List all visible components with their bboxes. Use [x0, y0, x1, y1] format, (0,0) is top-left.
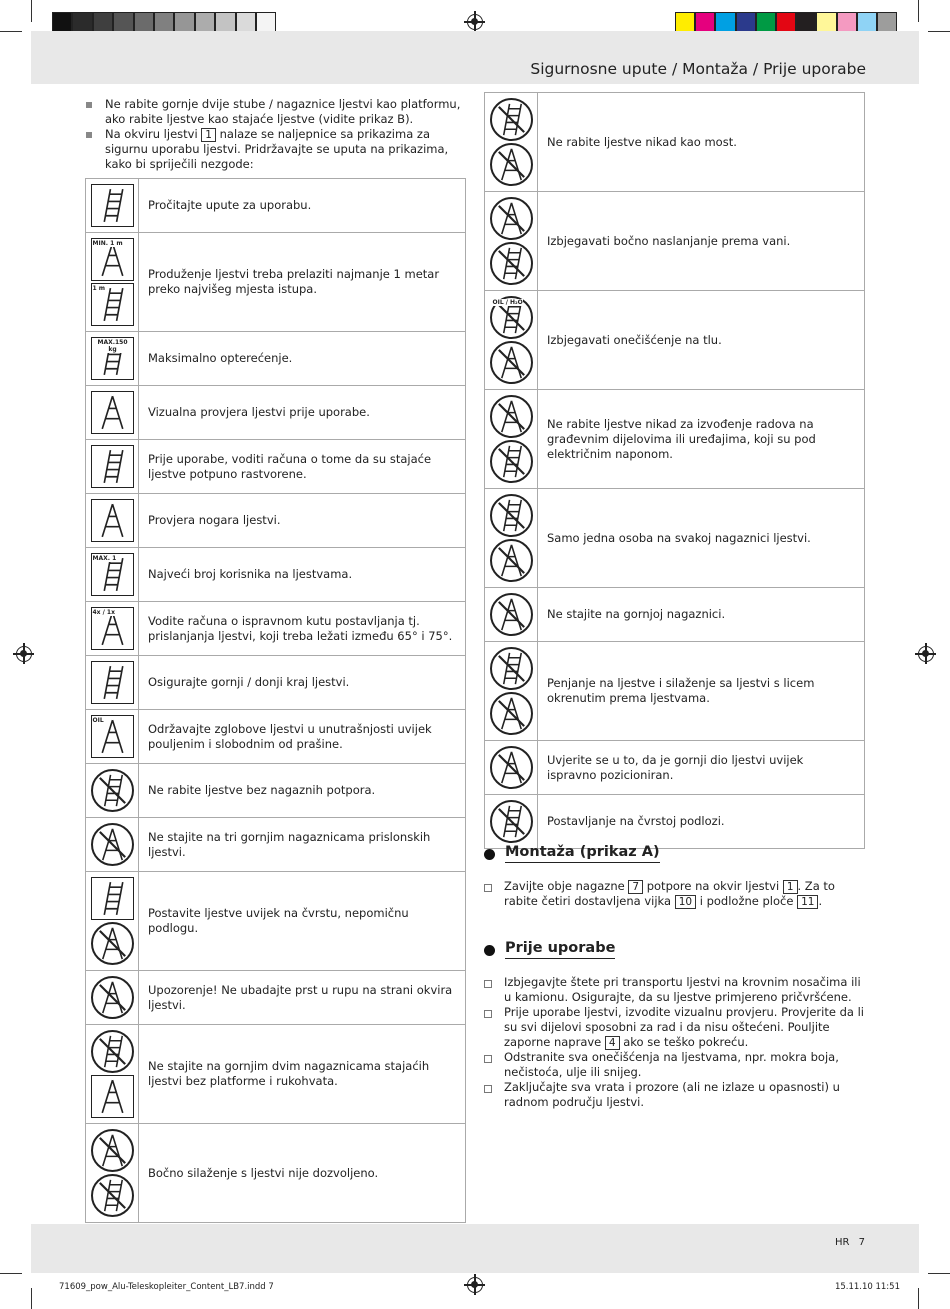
gray-swatch: [52, 12, 72, 33]
pictogram-description: Penjanje na ljestve i silaženje sa ljestvi s licem okrenutim prema ljestvama.: [538, 642, 865, 741]
color-swatch: [816, 12, 836, 33]
crop-mark: [928, 31, 950, 32]
no-bridge-icon: [490, 98, 533, 141]
section-heading-prije-uporabe: Prije uporabe: [484, 941, 615, 959]
no-feet-icon: [91, 769, 134, 812]
visual-check-icon: [91, 391, 134, 434]
intro-list: [86, 97, 466, 172]
pictogram-row: [485, 192, 865, 291]
open-ladder-icon: [91, 445, 134, 488]
crop-mark: [0, 31, 22, 32]
ladder-extension-icon: [91, 238, 134, 281]
max-load-icon: [91, 337, 134, 380]
list-item: Zavijte obje nagazne 7 potpore na okvir ljestvi 1 . Za to rabite četiri dostavljena vijka 10 i podložne ploče 11 .: [484, 879, 864, 909]
footer-band: [31, 1224, 919, 1273]
pictogram-description: Najveći broj korisnika na ljestvama.: [139, 548, 466, 602]
pictogram-cell: [485, 291, 538, 390]
list-item: Odstranite sva onečišćenja na ljestvama, npr. mokra boja, nečistoća, ulje ili snijeg.: [484, 1050, 864, 1080]
pictogram-cell: [86, 818, 139, 872]
part-number-box: 1: [783, 880, 798, 894]
part-number-box: 11: [797, 895, 818, 909]
crop-mark: [918, 0, 919, 22]
part-number-box: 1: [201, 128, 216, 142]
pictogram-cell: [86, 548, 139, 602]
no-top-step-icon: [490, 593, 533, 636]
no-lean-2-icon: [490, 242, 533, 285]
pictogram-row: [86, 548, 466, 602]
pictogram-description: Bočno silaženje s ljestvi nije dozvoljeno.: [139, 1124, 466, 1223]
pictogram-row: [86, 710, 466, 764]
pictogram-row: [485, 642, 865, 741]
pictogram-row: [485, 93, 865, 192]
safety-pictogram-table-right: [484, 92, 865, 849]
pictogram-description: Samo jedna osoba na svakoj nagaznici ljestvi.: [538, 489, 865, 588]
pictogram-row: [86, 1124, 466, 1223]
pictogram-row: [86, 179, 466, 233]
no-electric-2-icon: [490, 440, 533, 483]
pictogram-row: [485, 741, 865, 795]
pictogram-description: Vodite računa o ispravnom kutu postavljanja tj. prislanjanja ljestvi, koji treba ležati između 65° i 75°.: [139, 602, 466, 656]
no-contamination-2-icon: [490, 341, 533, 384]
pictogram-description: Postavljanje na čvrstoj podlozi.: [538, 795, 865, 849]
pictogram-description: Ne rabite ljestve nikad kao most.: [538, 93, 865, 192]
safety-pictogram-table-left: [85, 178, 466, 1223]
pictogram-row: [86, 440, 466, 494]
pictogram-cell: [485, 93, 538, 192]
solid-base-icon: [490, 800, 533, 843]
icon-label: 1 m: [92, 285, 106, 292]
pictogram-row: [86, 656, 466, 710]
angle-icon: [91, 607, 134, 650]
pictogram-row: [86, 386, 466, 440]
pictogram-cell: [485, 642, 538, 741]
crop-mark: [31, 1288, 32, 1309]
gray-swatch: [72, 12, 92, 33]
no-side-exit-2-icon: [91, 1174, 134, 1217]
pictogram-cell: [86, 872, 139, 971]
no-finger-icon: [91, 976, 134, 1019]
pictogram-cell: [86, 233, 139, 332]
no-top-three-icon: [91, 823, 134, 866]
montaza-list: [484, 879, 864, 909]
no-slippery-ground-icon: [91, 922, 134, 965]
pictogram-description: Ne stajite na tri gornjim nagaznicama prislonskih ljestvi.: [139, 818, 466, 872]
pictogram-cell: [86, 764, 139, 818]
gray-swatch: [236, 12, 256, 33]
pictogram-row: [86, 1025, 466, 1124]
pictogram-row: [485, 588, 865, 642]
pictogram-cell: [86, 179, 139, 233]
pictogram-row: [86, 332, 466, 386]
pictogram-cell: [485, 390, 538, 489]
file-slug: 71609_pow_Alu-Teleskopleiter_Content_LB7.indd 7: [59, 1282, 274, 1292]
list-item: Izbjegavjte štete pri transportu ljestvi na krovnim nosačima ili u kamionu. Osigurajte, da su ljestve primjereno pričvršćene.: [484, 975, 864, 1005]
list-item: Zaključajte sva vrata i prozore (ali ne izlaze u opasnosti) u radnom području ljestvi.: [484, 1080, 864, 1110]
pictogram-cell: [86, 332, 139, 386]
crop-mark: [918, 1288, 919, 1309]
face-ladder-icon: [490, 647, 533, 690]
part-number-box: 10: [675, 895, 696, 909]
color-swatch: [715, 12, 735, 33]
pictogram-description: Vizualna provjera ljestvi prije uporabe.: [139, 386, 466, 440]
pictogram-row: [485, 489, 865, 588]
pictogram-cell: [86, 440, 139, 494]
part-number-box: 7: [628, 880, 643, 894]
pictogram-description: Održavajte zglobove ljestvi u unutrašnjosti uvijek pouljenim i slobodnim od prašine.: [139, 710, 466, 764]
icon-label: 4x / 1x: [92, 609, 115, 616]
part-number-box: 4: [605, 1036, 620, 1050]
pictogram-description: Pročitajte upute za uporabu.: [139, 179, 466, 233]
crop-mark: [31, 0, 32, 22]
bullet-dot-icon: [484, 945, 495, 956]
pictogram-description: Izbjegavati bočno naslanjanje prema vani.: [538, 192, 865, 291]
icon-label: MAX. 1: [92, 555, 117, 562]
pictogram-row: [86, 818, 466, 872]
pictogram-description: Prije uporabe, voditi računa o tome da su stajaće ljestve potpuno rastvorene.: [139, 440, 466, 494]
section-heading-montaza: Montaža (prikaz A): [484, 845, 660, 863]
no-top-steps-icon: [91, 1030, 134, 1073]
crop-mark: [0, 1273, 22, 1274]
registration-mark-icon: [16, 646, 32, 662]
pictogram-row: [485, 795, 865, 849]
pictogram-cell: [485, 192, 538, 291]
pictogram-cell: [86, 656, 139, 710]
oil-joints-icon: [91, 715, 134, 758]
gray-swatch: [215, 12, 235, 33]
pictogram-cell: [485, 489, 538, 588]
page-title: Sigurnosne upute / Montaža / Prije uporabe: [530, 60, 866, 78]
intro-bullet: Na okviru ljestvi 1 nalaze se naljepnice sa prikazima za sigurnu uporabu ljestvi. Pridržavajte se uputa na prikazima, kako bi spriječili nezgode:: [86, 127, 466, 172]
list-item: Prije uporabe ljestvi, izvodite vizualnu provjeru. Provjerite da li su svi dijelovi sposobni za rad i da nisu oštećeni. Pouljite zaporne naprave 4 ako se teško pokreću.: [484, 1005, 864, 1050]
gray-swatch: [195, 12, 215, 33]
color-swatch: [857, 12, 877, 33]
color-swatch: [695, 12, 715, 33]
page-number: HR 7: [834, 1237, 865, 1248]
pictogram-cell: [86, 602, 139, 656]
firm-ground-icon: [91, 877, 134, 920]
pictogram-row: [485, 291, 865, 390]
pictogram-description: Osigurajte gornji / donji kraj ljestvi.: [139, 656, 466, 710]
no-electric-icon: [490, 395, 533, 438]
pictogram-description: Ne rabite ljestve bez nagaznih potpora.: [139, 764, 466, 818]
no-lean-icon: [490, 197, 533, 240]
pictogram-cell: [485, 741, 538, 795]
pictogram-description: Ne stajite na gornjim dvim nagaznicama stajaćih ljestvi bez platforme i rukohvata.: [139, 1025, 466, 1124]
pictogram-description: Provjera nogara ljestvi.: [139, 494, 466, 548]
color-swatch: [736, 12, 756, 33]
color-swatch: [837, 12, 857, 33]
pictogram-description: Maksimalno opterećenje.: [139, 332, 466, 386]
bullet-dot-icon: [484, 849, 495, 860]
top-lock-icon: [490, 746, 533, 789]
gray-swatch: [174, 12, 194, 33]
pictogram-description: Upozorenje! Ne ubadajte prst u rupu na strani okvira ljestvi.: [139, 971, 466, 1025]
one-person-icon: [490, 494, 533, 537]
gray-color-bar: [52, 12, 276, 33]
intro-bullet: Ne rabite gornje dvije stube / nagaznice ljestvi kao platformu, ako rabite ljestve kao stajaće ljestve (vidite prikaz B).: [86, 97, 466, 127]
no-bridge-2-icon: [490, 143, 533, 186]
color-swatch: [675, 12, 695, 33]
pictogram-row: [86, 764, 466, 818]
pictogram-cell: [86, 386, 139, 440]
gray-swatch: [256, 12, 276, 33]
pictogram-cell: [86, 494, 139, 548]
no-side-exit-icon: [91, 1129, 134, 1172]
gray-swatch: [113, 12, 133, 33]
feet-check-icon: [91, 499, 134, 542]
color-swatch: [877, 12, 897, 33]
pictogram-row: [86, 494, 466, 548]
one-person-2-icon: [490, 539, 533, 582]
prije-uporabe-list: [484, 975, 864, 1110]
pictogram-description: Ne stajite na gornjoj nagaznici.: [538, 588, 865, 642]
no-contamination-icon: [490, 296, 533, 339]
pictogram-cell: [485, 795, 538, 849]
pictogram-row: [485, 390, 865, 489]
pictogram-description: Postavite ljestve uvijek na čvrstu, nepomičnu podlogu.: [139, 872, 466, 971]
pictogram-row: [86, 872, 466, 971]
pictogram-row: [86, 971, 466, 1025]
color-swatch: [756, 12, 776, 33]
max-users-icon: [91, 553, 134, 596]
crop-mark: [928, 1273, 950, 1274]
registration-mark-icon: [467, 1277, 483, 1293]
color-swatch: [776, 12, 796, 33]
pictogram-cell: [485, 588, 538, 642]
gray-swatch: [93, 12, 113, 33]
icon-label: OIL: [92, 717, 104, 724]
gray-swatch: [154, 12, 174, 33]
pictogram-cell: [86, 710, 139, 764]
pictogram-cell: [86, 971, 139, 1025]
pictogram-description: Produženje ljestvi treba prelaziti najmanje 1 metar preko najvišeg mjesta istupa.: [139, 233, 466, 332]
pictogram-description: Izbjegavati onečišćenje na tlu.: [538, 291, 865, 390]
color-swatch: [796, 12, 816, 33]
ladder-overlap-icon: [91, 283, 134, 326]
platform-icon: [91, 1075, 134, 1118]
pictogram-description: Uvjerite se u to, da je gornji dio ljestvi uvijek ispravno pozicioniran.: [538, 741, 865, 795]
secure-ends-icon: [91, 661, 134, 704]
registration-mark-icon: [918, 646, 934, 662]
icon-label: OIL / H₂O: [492, 299, 523, 306]
pictogram-cell: [86, 1025, 139, 1124]
date-slug: 15.11.10 11:51: [834, 1282, 900, 1292]
book-icon: [91, 184, 134, 227]
icon-label: MIN. 1 m: [92, 240, 123, 247]
gray-swatch: [134, 12, 154, 33]
pictogram-description: Ne rabite ljestve nikad za izvođenje radova na građevnim dijelovima ili uređajima, koji su pod električnim naponom.: [538, 390, 865, 489]
pictogram-row: [86, 233, 466, 332]
face-ladder-2-icon: [490, 692, 533, 735]
pictogram-row: [86, 602, 466, 656]
registration-mark-icon: [467, 14, 483, 30]
pictogram-cell: [86, 1124, 139, 1223]
icon-label: MAX.150 kg: [93, 339, 133, 353]
process-color-bar: [675, 12, 897, 33]
